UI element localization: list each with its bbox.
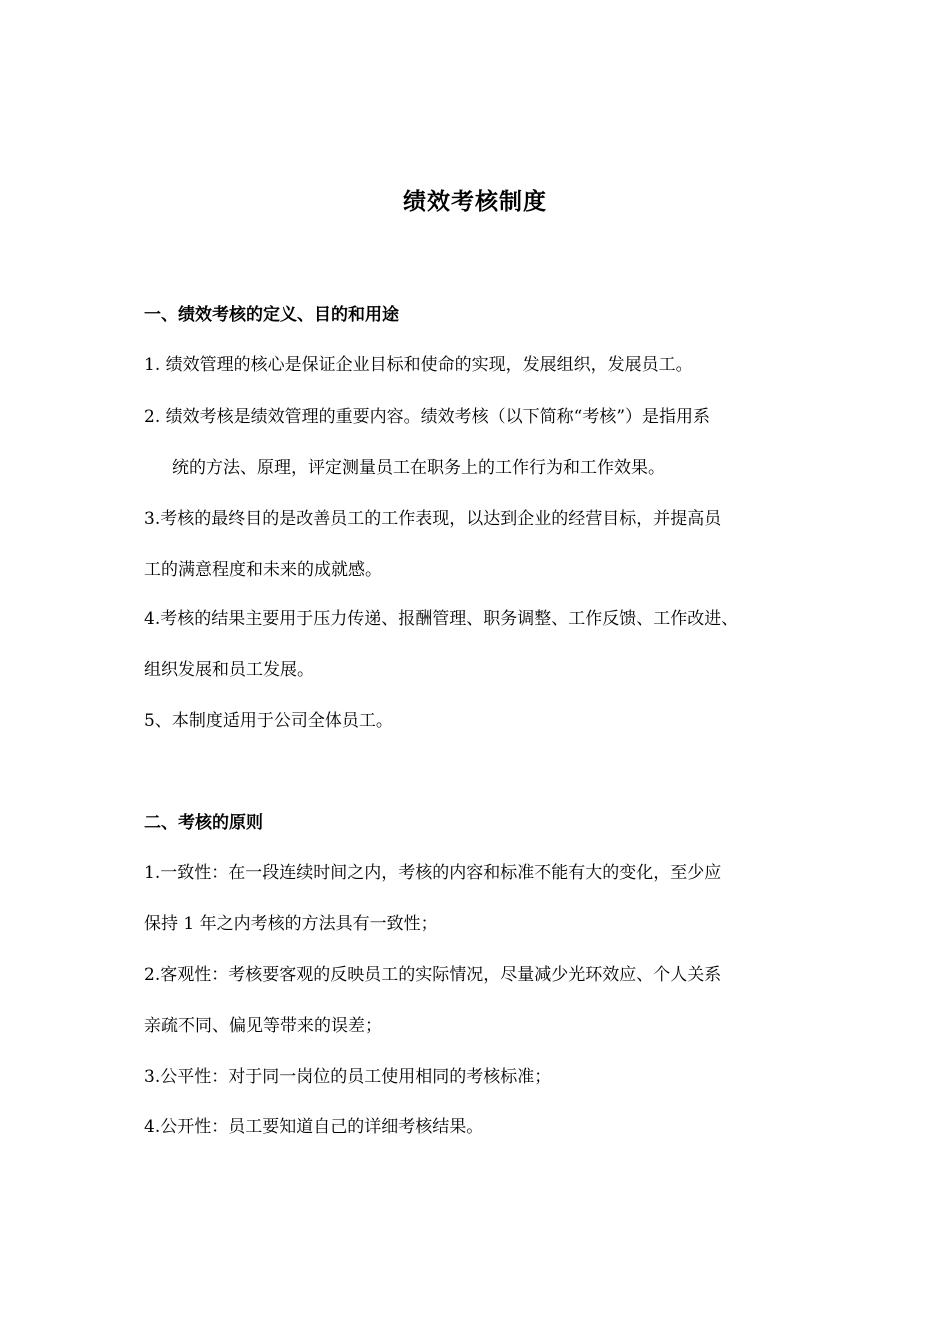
section-2-line-1: 1.一致性：在一段连续时间之内，考核的内容和标准不能有大的变化，至少应 xyxy=(144,863,722,883)
section-2-line-4: 亲疏不同、偏见等带来的误差； xyxy=(144,1016,382,1036)
section-2-heading: 二、考核的原则 xyxy=(144,813,263,833)
section-1-heading: 一、绩效考核的定义、目的和用途 xyxy=(144,305,399,325)
section-1-line-7: 组织发展和员工发展。 xyxy=(144,660,314,680)
section-2-line-5: 3.公平性：对于同一岗位的员工使用相同的考核标准； xyxy=(144,1067,552,1087)
section-2-line-2: 保持 1 年之内考核的方法具有一致性； xyxy=(144,914,438,934)
section-1-line-3: 统的方法、原理，评定测量员工在职务上的工作行为和工作效果。 xyxy=(172,458,665,478)
section-1-line-1: 1. 绩效管理的核心是保证企业目标和使命的实现，发展组织，发展员工。 xyxy=(144,355,693,375)
section-1-line-5: 工的满意程度和未来的成就感。 xyxy=(144,560,382,580)
section-1-line-6: 4.考核的结果主要用于压力传递、报酬管理、职务调整、工作反馈、工作改进、 xyxy=(144,609,739,629)
section-1-line-4: 3.考核的最终目的是改善员工的工作表现，以达到企业的经营目标，并提高员 xyxy=(144,509,722,529)
section-2-line-3: 2.客观性：考核要客观的反映员工的实际情况，尽量减少光环效应、个人关系 xyxy=(144,965,722,985)
section-1-line-2: 2. 绩效考核是绩效管理的重要内容。绩效考核（以下简称“考核”）是指用系 xyxy=(144,407,711,427)
section-2-line-6: 4.公开性：员工要知道自己的详细考核结果。 xyxy=(144,1117,484,1137)
section-1-line-8: 5、本制度适用于公司全体员工。 xyxy=(144,711,393,731)
document-title: 绩效考核制度 xyxy=(403,189,547,215)
